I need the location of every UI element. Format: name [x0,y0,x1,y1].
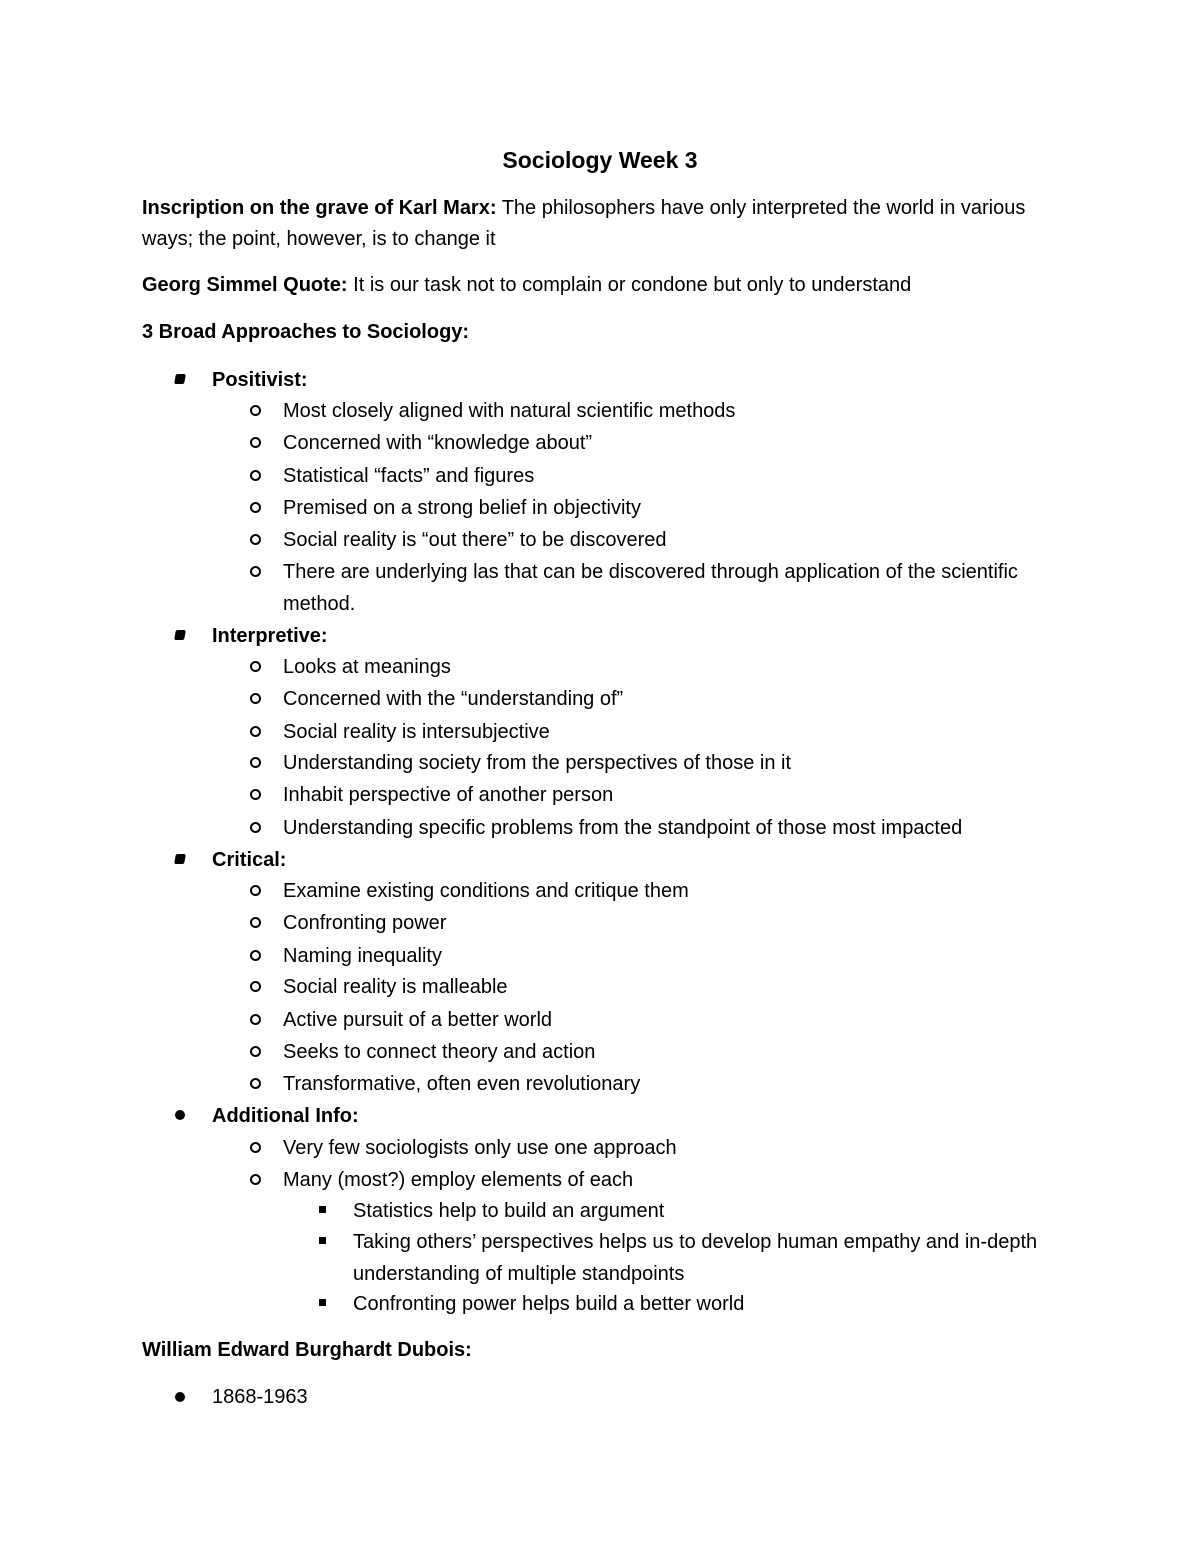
bullet-icon [174,854,186,864]
square-bullet-icon [319,1299,326,1306]
sub-list-item: Confronting power helps build a better world [353,1293,745,1315]
sub-list-item: Taking others’ perspectives helps us to develop human empathy and in-depth understanding of multiple standpoints [353,1231,1038,1285]
simmel-label: Georg Simmel Quote: [142,274,348,296]
circle-bullet-icon [250,534,261,545]
circle-bullet-icon [250,1046,261,1057]
list-item: Very few sociologists only use one approach [283,1137,677,1159]
circle-bullet-icon [250,566,261,577]
list-item: Statistical “facts” and figures [283,465,535,487]
approaches-heading: 3 Broad Approaches to Sociology: [142,321,470,343]
circle-bullet-icon [250,661,261,672]
list-item: Concerned with “knowledge about” [283,432,593,454]
simmel-quote [142,270,1032,301]
list-item: Inhabit perspective of another person [283,784,614,806]
square-bullet-icon [319,1206,326,1213]
circle-bullet-icon [250,789,261,800]
list-item: Confronting power [283,912,447,934]
circle-bullet-icon [250,405,261,416]
square-bullet-icon [319,1237,326,1244]
bullet-icon [175,1110,185,1120]
list-item: There are underlying las that can be discovered through application of the scientific method. [283,561,1018,615]
circle-bullet-icon [250,885,261,896]
bullet-icon [174,374,186,384]
bullet-icon [174,630,186,640]
approach-label-positivist: Positivist: [212,369,308,391]
list-item: Social reality is “out there” to be discovered [283,529,667,551]
circle-bullet-icon [250,950,261,961]
circle-bullet-icon [250,470,261,481]
circle-bullet-icon [250,437,261,448]
list-item: Social reality is malleable [283,976,508,998]
approach-label-critical: Critical: [212,849,287,871]
list-item: Examine existing conditions and critique them [283,880,689,902]
marx-label: Inscription on the grave of Karl Marx: [142,197,497,219]
list-item: Premised on a strong belief in objectivity [283,497,641,519]
circle-bullet-icon [250,1142,261,1153]
list-item: Seeks to connect theory and action [283,1041,596,1063]
circle-bullet-icon [250,917,261,928]
marx-text: The philosophers have only interpreted the world in various ways; the point, however, is to change it [142,197,1026,250]
approach-label-interpretive: Interpretive: [212,625,328,647]
list-item: Understanding society from the perspectives of those in it [283,752,792,774]
list-item: Most closely aligned with natural scientific methods [283,400,736,422]
list-item: Transformative, often even revolutionary [283,1073,641,1095]
list-item: Social reality is intersubjective [283,721,550,743]
page-title: Sociology Week 3 [502,147,698,173]
list-item: Concerned with the “understanding of” [283,688,624,710]
circle-bullet-icon [250,757,261,768]
list-item: Looks at meanings [283,656,451,678]
marx-inscription [142,193,1032,255]
approach-label-additional-info: Additional Info: [212,1105,359,1127]
list-item: Active pursuit of a better world [283,1009,553,1031]
circle-bullet-icon [250,981,261,992]
list-item: Naming inequality [283,945,442,967]
list-item: Understanding specific problems from the standpoint of those most impacted [283,817,963,839]
circle-bullet-icon [250,1014,261,1025]
simmel-text: It is our task not to complain or condone but only to understand [347,274,912,296]
circle-bullet-icon [250,822,261,833]
list-item: Many (most?) employ elements of each [283,1169,634,1191]
circle-bullet-icon [250,726,261,737]
circle-bullet-icon [250,1078,261,1089]
dubois-heading: William Edward Burghardt Dubois: [142,1339,472,1361]
circle-bullet-icon [250,502,261,513]
sub-list-item: Statistics help to build an argument [353,1200,665,1222]
circle-bullet-icon [250,1174,261,1185]
bullet-icon [175,1392,185,1402]
circle-bullet-icon [250,693,261,704]
list-item: 1868-1963 [212,1386,308,1408]
